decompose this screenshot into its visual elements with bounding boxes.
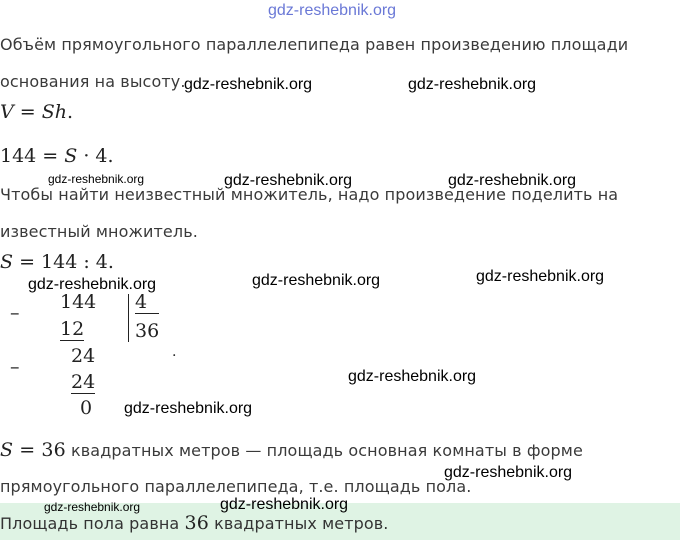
result-eq: = 36: [13, 439, 66, 461]
equation-division: [0, 251, 114, 273]
watermark-8[interactable]: gdz-reshebnik.org: [28, 276, 157, 293]
watermark-top[interactable]: gdz-reshebnik.org: [268, 2, 397, 19]
eq-sign: =: [13, 101, 42, 123]
ld-final-remainder: 0: [80, 397, 93, 419]
eq2-var-s: S: [64, 145, 78, 167]
paragraph-factor-rule-line2: известный множитель.: [0, 222, 198, 241]
paragraph-volume-rule-line2: основания на высоту.: [0, 72, 186, 91]
watermark-10[interactable]: gdz-reshebnik.org: [124, 400, 253, 417]
paragraph-result-line1: [0, 439, 583, 461]
watermark-4[interactable]: gdz-reshebnik.org: [224, 172, 353, 189]
ld-minus-1: –: [10, 302, 20, 324]
var-sh: Sh: [41, 101, 67, 123]
paragraph-volume-rule-line1: Объём прямоугольного параллелепипеда равен произведению площади: [0, 35, 629, 54]
ld-subtrahend-1: 12: [60, 318, 85, 340]
watermark-11[interactable]: gdz-reshebnik.org: [444, 464, 573, 481]
ld-subtrahend-2: 24: [71, 371, 96, 393]
result-var-s: S: [0, 439, 14, 461]
var-v: V: [0, 101, 14, 123]
formula-volume: [0, 101, 73, 123]
eq3-right: = 144 : 4.: [13, 251, 114, 273]
ld-stray-dot: .: [172, 344, 177, 360]
watermark-13[interactable]: gdz-reshebnik.org: [44, 500, 141, 514]
answer-text: [0, 512, 388, 534]
ld-divisor: 4: [135, 291, 159, 314]
watermark-7[interactable]: gdz-reshebnik.org: [252, 272, 381, 289]
watermark-6[interactable]: gdz-reshebnik.org: [476, 268, 605, 285]
ld-minus-2: –: [10, 356, 20, 378]
answer-prefix: Площадь пола равна: [0, 514, 185, 533]
watermark-2[interactable]: gdz-reshebnik.org: [408, 76, 537, 93]
watermark-9[interactable]: gdz-reshebnik.org: [348, 368, 477, 385]
paragraph-factor-rule-line1: Чтобы найти неизвестный множитель, надо произведение поделить на: [0, 185, 619, 204]
answer-number: 36: [184, 512, 209, 534]
eq2-left: 144 =: [0, 145, 65, 167]
ld-remainder-1: 24: [71, 345, 96, 367]
equation-substituted: [0, 145, 114, 167]
eq2-right: · 4.: [77, 145, 114, 167]
watermark-5[interactable]: gdz-reshebnik.org: [448, 172, 577, 189]
formula-dot: .: [67, 101, 74, 123]
watermark-1[interactable]: gdz-reshebnik.org: [184, 76, 313, 93]
paragraph-result-line2: прямоугольного параллелепипеда, т.е. площадь пола.: [0, 477, 472, 496]
eq3-var-s: S: [0, 251, 14, 273]
ld-divider-bar: [128, 294, 129, 342]
watermark-3[interactable]: gdz-reshebnik.org: [48, 172, 145, 186]
answer-suffix: квадратных метров.: [208, 514, 389, 533]
ld-dividend: 144: [60, 291, 97, 313]
watermark-12[interactable]: gdz-reshebnik.org: [220, 496, 349, 513]
result-text: квадратных метров — площадь основная комнаты в форме: [65, 441, 583, 460]
ld-quotient: 36: [135, 320, 160, 342]
